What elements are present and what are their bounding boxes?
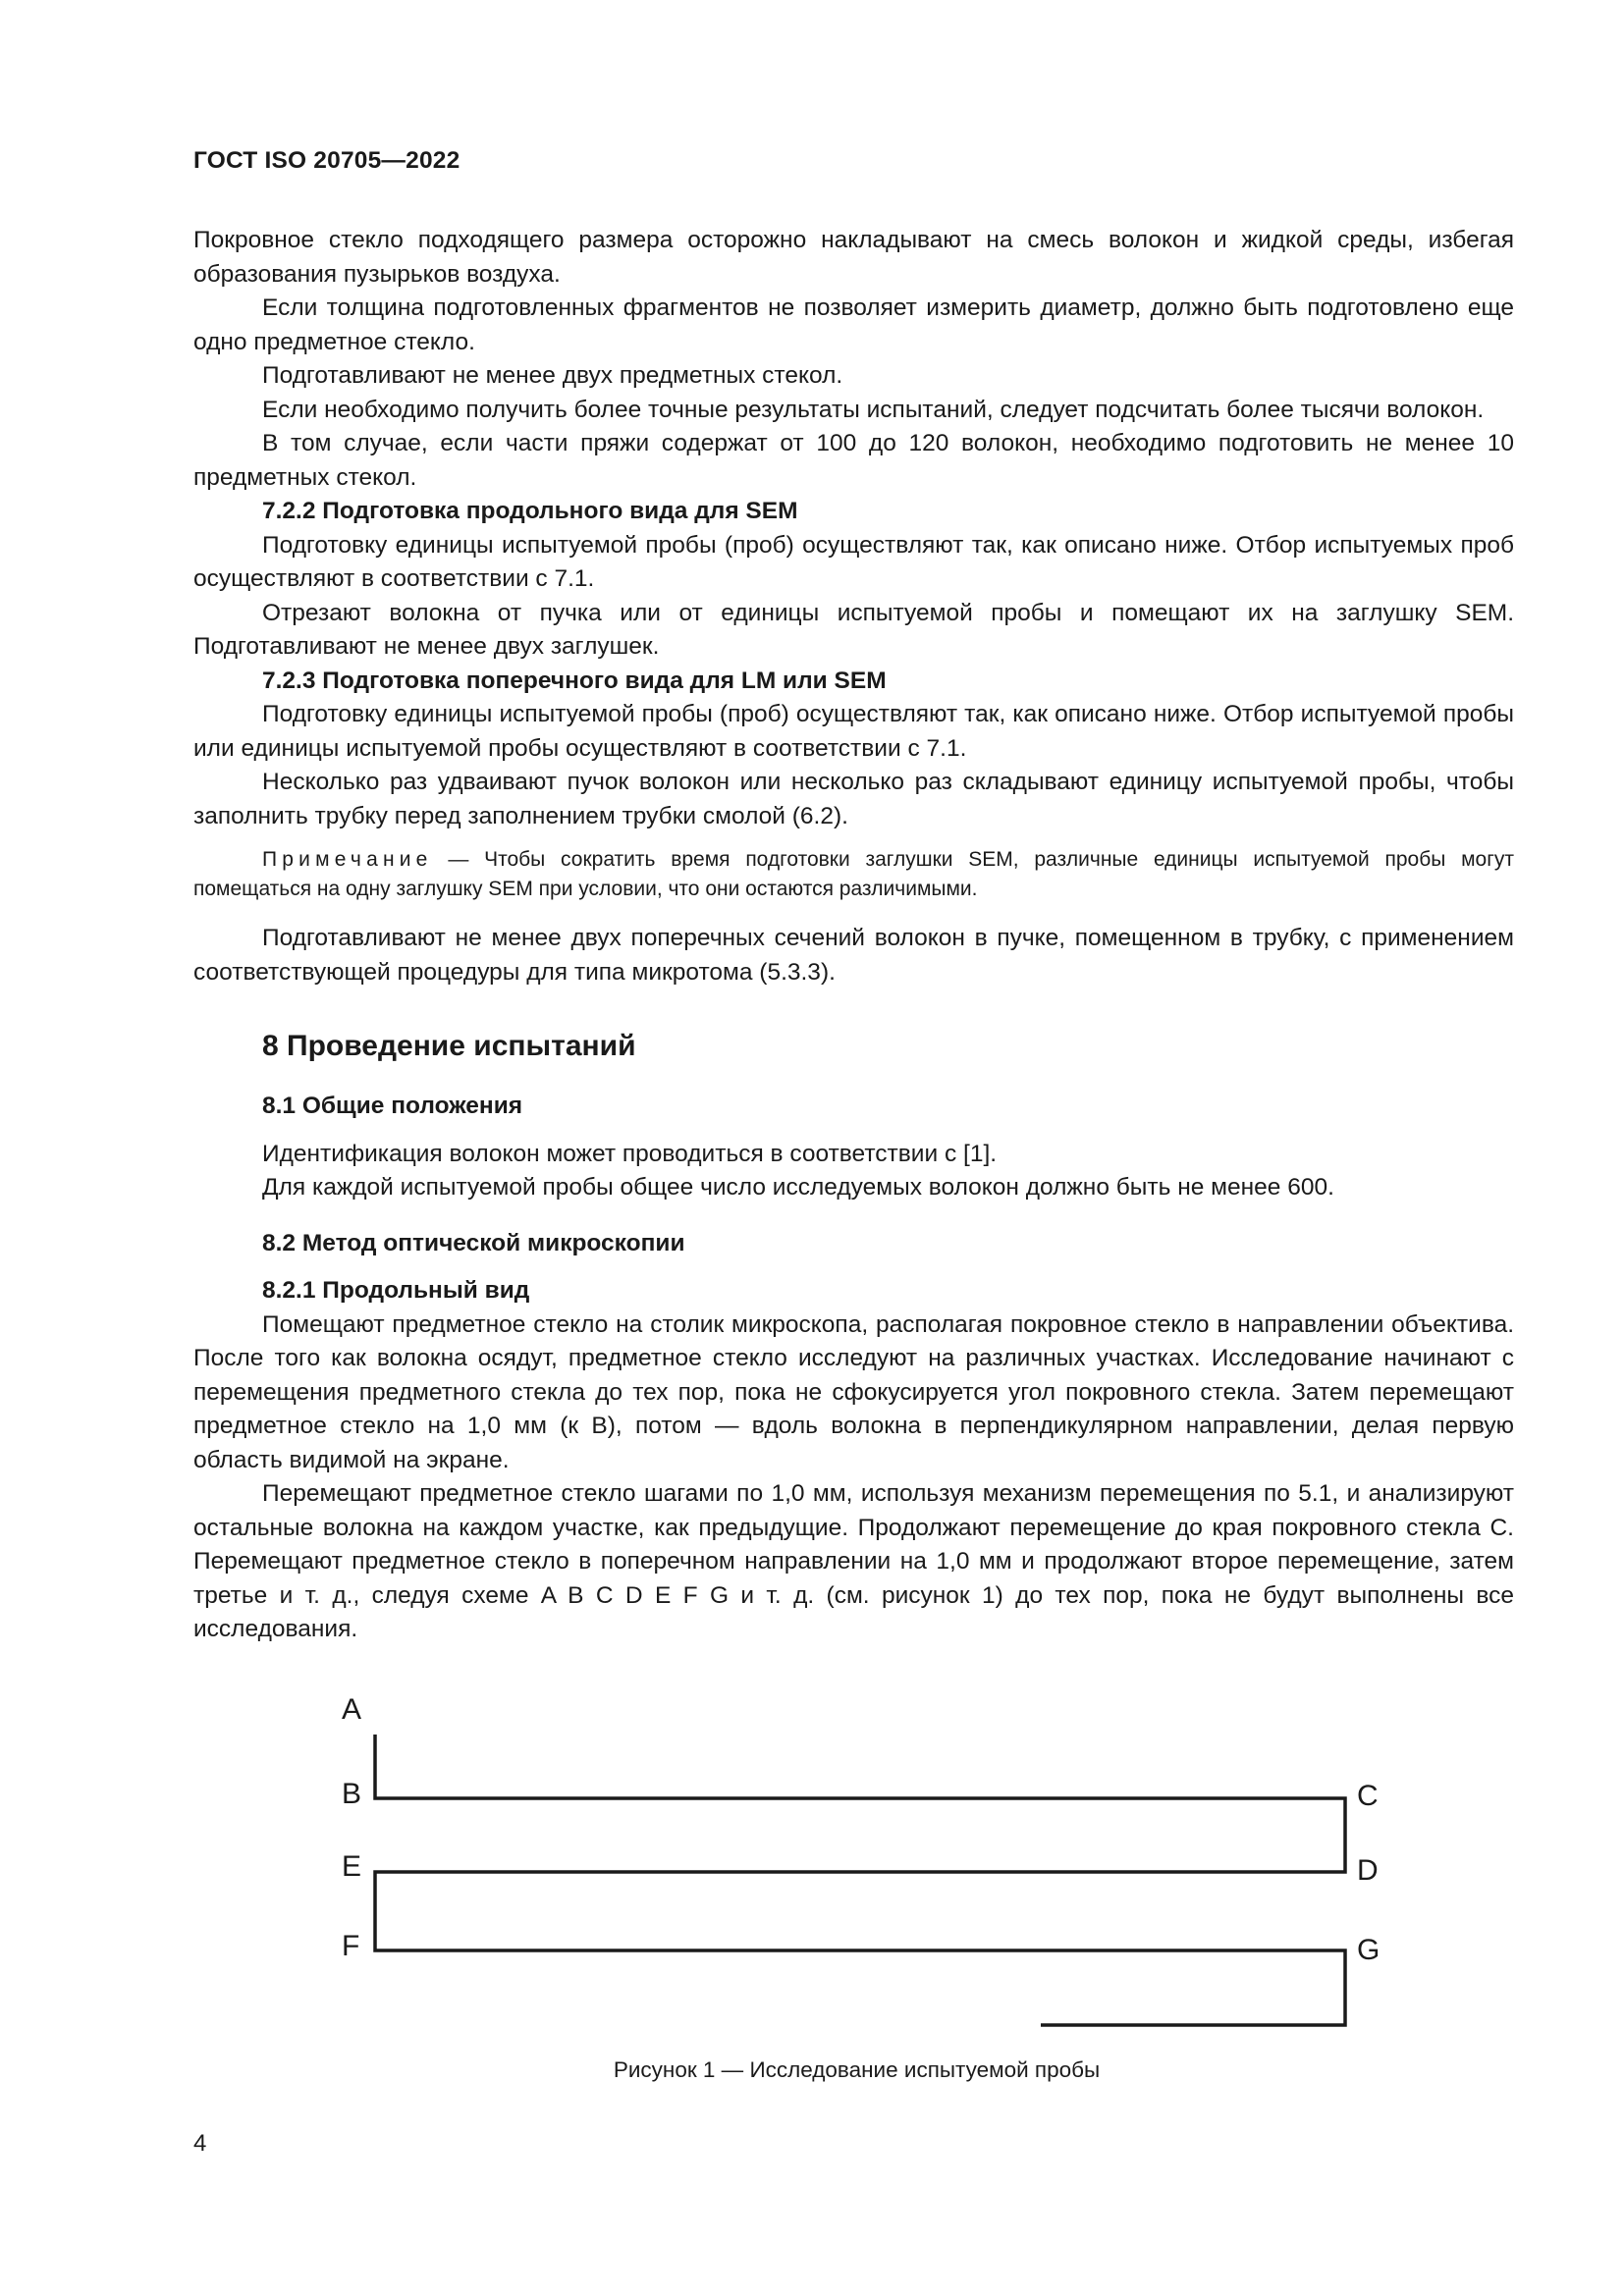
paragraph: Подготавливают не менее двух предметных стекол. [262,362,843,389]
note-label: Примечание [262,848,433,871]
paragraph: Идентификация волокон может проводиться в соответствии с [1]. [262,1140,998,1167]
paragraph: Для каждой испытуемой пробы общее число исследуемых волокон должно быть не менее 600. [262,1174,1334,1201]
document-code-header: ГОСТ ISO 20705—2022 [193,147,460,174]
point-label-c: C [1357,1780,1379,1812]
page-number: 4 [193,2130,207,2157]
paragraph: Если толщина подготовленных фрагментов не позволяет измерить диаметр, должно быть подготовлено еще одно предметное стекло. [193,294,1514,355]
paragraph: Несколько раз удваивают пучок волокон или несколько раз складывают единицу испытуемой пробы, чтобы заполнить трубку перед заполнением трубки смолой (6.2). [193,769,1514,829]
paragraph: В том случае, если части пряжи содержат от 100 до 120 волокон, необходимо подготовить не менее 10 предметных стекол. [193,430,1514,491]
paragraph: Перемещают предметное стекло шагами по 1,0 мм, используя механизм перемещения по 5.1, и анализируют остальные волокна на каждом участке, как предыдущие. Продолжают перемещение до края покровного стекла C. Перемещают предметное стекло в поперечном направлении на 1,0 мм и продолжают второе перемещение, затем третье и т. д., следуя схеме A B C D E F G и т. д. (см. рисунок 1) до тех пор, пока не будут выполнены все исследования. [193,1480,1514,1642]
paragraph: Если необходимо получить более точные результаты испытаний, следует подсчитать более тысячи волокон. [262,396,1485,423]
figure-1-diagram [324,1693,1404,2047]
subsection-heading-7-2-2: 7.2.2 Подготовка продольного вида для SEM [262,498,798,524]
point-label-g: G [1357,1934,1380,1966]
paragraph: Подготовку единицы испытуемой пробы (проб) осуществляют так, как описано ниже. Отбор испытуемой пробы или единицы испытуемой пробы осуществляют в соответствии с 7.1. [193,701,1514,762]
note-text: — Чтобы сократить время подготовки заглушки SEM, различные единицы испытуемой пробы могут помещаться на одну заглушку SEM при условии, что они остаются различимыми. [193,848,1514,900]
scan-path-line [375,1735,1345,2025]
note [193,845,1514,904]
point-label-a: A [342,1693,362,1726]
point-label-e: E [342,1850,362,1883]
paragraph: Помещают предметное стекло на столик микроскопа, располагая покровное стекло в направлении объектива. После того как волокна осядут, предметное стекло исследуют на различных участках. Исследование начинают с перемещения предметного стекла до тех пор, пока не сфокусируется угол покровного стекла. Затем перемещают предметное стекло на 1,0 мм (к B), потом — вдоль волокна в перпендикулярном направлении, делая первую область видимой на экране. [193,1310,1514,1473]
subsection-heading-8-2: 8.2 Метод оптической микроскопии [262,1229,685,1256]
subsection-heading-7-2-3: 7.2.3 Подготовка поперечного вида для LM или SEM [262,667,887,694]
paragraph: Подготовку единицы испытуемой пробы (проб) осуществляют так, как описано ниже. Отбор испытуемых проб осуществляют в соответствии с 7.1. [193,531,1514,592]
scan-path-svg [324,1693,1404,2047]
subsection-heading-8-2-1: 8.2.1 Продольный вид [262,1277,530,1304]
paragraph: Отрезают волокна от пучка или от единицы испытуемой пробы и помещают их на заглушку SEM. Подготавливают не менее двух заглушек. [193,599,1514,660]
point-label-d: D [1357,1854,1379,1887]
point-label-f: F [342,1930,360,1962]
paragraph: Покровное стекло подходящего размера осторожно накладывают на смесь волокон и жидкой среды, избегая образования пузырьков воздуха. [193,227,1514,288]
section-heading-8: 8 Проведение испытаний [262,1030,636,1062]
point-label-b: B [342,1778,362,1810]
figure-caption: Рисунок 1 — Исследование испытуемой пробы [613,2057,1101,2082]
paragraph: Подготавливают не менее двух поперечных сечений волокон в пучке, помещенном в трубку, с применением соответствующей процедуры для типа микротома (5.3.3). [193,925,1514,986]
subsection-heading-8-1: 8.1 Общие положения [262,1093,523,1119]
main-text [193,224,1514,1647]
